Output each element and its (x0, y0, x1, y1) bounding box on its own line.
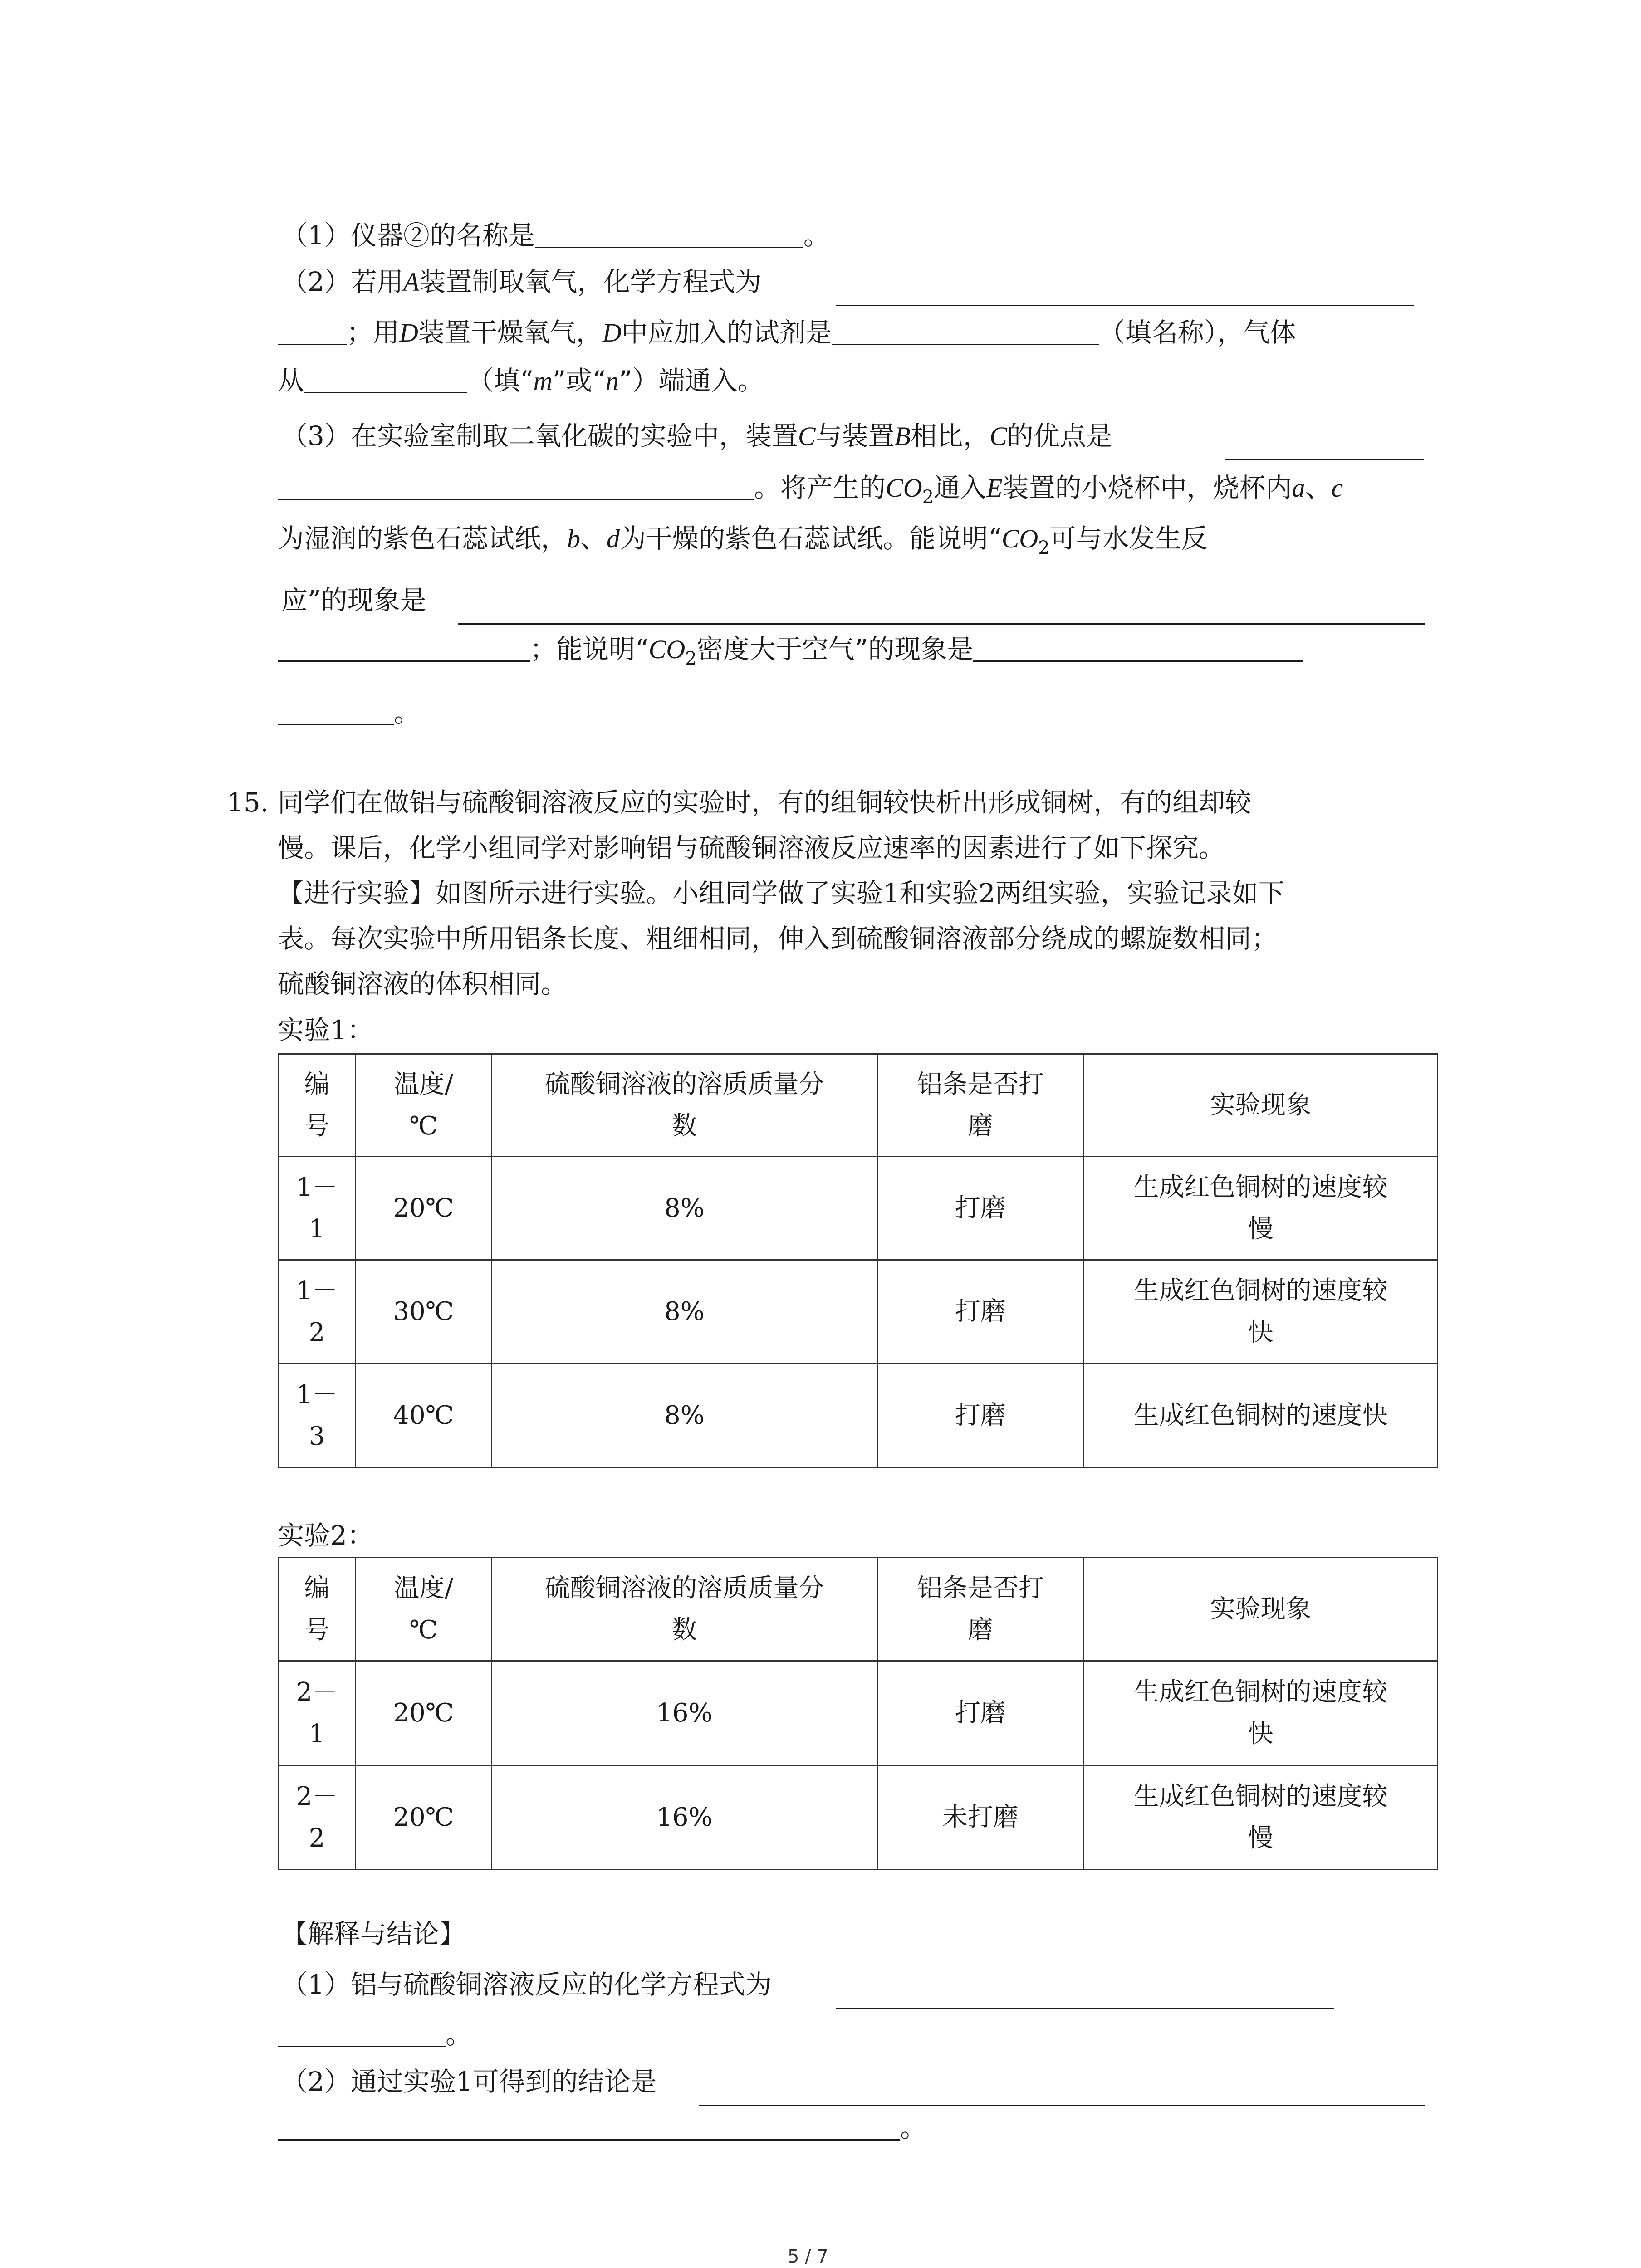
answer-blank[interactable] (278, 474, 754, 500)
table-row (279, 1260, 1438, 1364)
table-row (279, 1661, 1438, 1765)
table-row (279, 1765, 1438, 1870)
polish-cell: 打磨 (877, 1157, 1084, 1260)
q14-part3-line3: 为湿润的紫色石蕊试纸，b、d为干燥的紫色石蕊试纸。能说明“$CO_2$可与水发生反 (278, 523, 1208, 558)
q15-intro-line5: 硫酸铜溶液的体积相同。 (278, 968, 568, 999)
conclusion-part2-line: （2）通过实验1可得到的结论是 (281, 2066, 657, 2097)
answer-blank[interactable] (973, 635, 1303, 662)
header-cell: 编 号 (279, 1558, 356, 1661)
table-header-row (279, 1558, 1438, 1661)
id-cell: 1－ 3 (279, 1364, 356, 1468)
temp-cell: 20℃ (356, 1661, 492, 1765)
header-cell: 硫酸铜溶液的溶质质量分 数 (492, 1558, 877, 1661)
temp-cell: 30℃ (356, 1260, 492, 1364)
conclusion-part2-end: 。 (278, 2114, 926, 2141)
table-row (279, 1157, 1438, 1260)
conclusion-part1-line: （1）铝与硫酸铜溶液反应的化学方程式为 (281, 1969, 772, 2000)
answer-blank[interactable] (278, 699, 394, 725)
answer-blank[interactable] (278, 318, 347, 345)
q15-intro-line4: 表。每次实验中所用铝条长度、粗细相同，伸入到硫酸铜溶液部分绕成的螺旋数相同； (278, 923, 1278, 954)
header-cell: 编 号 (279, 1054, 356, 1157)
q14-part2-line2: ；用D装置干燥氧气，D中应加入的试剂是 （填名称），气体 (278, 318, 1296, 346)
id-cell: 1－ 2 (279, 1260, 356, 1364)
concentration-cell: 8% (492, 1364, 877, 1468)
experiment2-table (278, 1557, 1438, 1870)
header-cell: 实验现象 (1084, 1054, 1438, 1157)
answer-blank[interactable] (832, 318, 1099, 345)
answer-blank[interactable] (278, 2114, 900, 2141)
polish-cell: 打磨 (877, 1364, 1084, 1468)
q15-intro-line2: 慢。课后，化学小组同学对影响铝与硫酸铜溶液反应速率的因素进行了如下探究。 (278, 832, 1225, 863)
answer-blank[interactable] (699, 2079, 1425, 2106)
answer-blank[interactable] (458, 598, 1425, 625)
concentration-cell: 16% (492, 1765, 877, 1870)
answer-blank[interactable] (278, 2020, 446, 2047)
page-number: 5 / 7 (788, 2246, 828, 2267)
observation-cell: 生成红色铜树的速度较 慢 (1084, 1157, 1438, 1260)
concentration-cell: 16% (492, 1661, 877, 1765)
experiment1-table (278, 1053, 1438, 1468)
q14-part2-line1: （2）若用A装置制取氧气，化学方程式为 (281, 266, 762, 297)
header-cell: 铝条是否打 磨 (877, 1558, 1084, 1661)
answer-blank[interactable] (535, 221, 803, 248)
temp-cell: 40℃ (356, 1364, 492, 1468)
header-cell: 温度/ ℃ (356, 1054, 492, 1157)
polish-cell: 打磨 (877, 1260, 1084, 1364)
header-cell: 硫酸铜溶液的溶质质量分 数 (492, 1054, 877, 1157)
header-cell: 温度/ ℃ (356, 1558, 492, 1661)
q14-part3-line1: （3）在实验室制取二氧化碳的实验中，装置C与装置B相比，C的优点是 (281, 420, 1112, 451)
observation-cell: 生成红色铜树的速度较 慢 (1084, 1765, 1438, 1870)
temp-cell: 20℃ (356, 1765, 492, 1870)
answer-blank[interactable] (836, 1982, 1334, 2009)
q14-part3-line4: 应”的现象是 (281, 585, 426, 616)
answer-blank[interactable] (836, 279, 1414, 306)
header-cell: 铝条是否打 磨 (877, 1054, 1084, 1157)
observation-cell: 生成红色铜树的速度较 快 (1084, 1260, 1438, 1364)
q14-part1-line: （1）仪器②的名称是 。 (281, 220, 830, 251)
experiment1-label: 实验1： (278, 1015, 373, 1046)
polish-cell: 未打磨 (877, 1765, 1084, 1870)
id-cell: 2－ 2 (279, 1765, 356, 1870)
table-header-row (279, 1054, 1438, 1157)
q14-part2-line3: 从 （填“m”或“n”）端通入。 (278, 365, 764, 396)
experiment2-label: 实验2： (278, 1520, 373, 1551)
q15-intro-line1: 同学们在做铝与硫酸铜溶液反应的实验时，有的组铜较快析出形成铜树，有的组却较 (278, 787, 1252, 818)
answer-blank[interactable] (1225, 434, 1424, 460)
polish-cell: 打磨 (877, 1661, 1084, 1765)
id-cell: 1－ 1 (279, 1157, 356, 1260)
temp-cell: 20℃ (356, 1157, 492, 1260)
observation-cell: 生成红色铜树的速度较 快 (1084, 1661, 1438, 1765)
conclusion-part1-end: 。 (278, 2020, 472, 2048)
concentration-cell: 8% (492, 1157, 877, 1260)
id-cell: 2－ 1 (279, 1661, 356, 1765)
table-row (279, 1364, 1438, 1468)
question-number: 15. (227, 787, 269, 818)
q14-part3-line5: ；能说明“$CO_2$密度大于空气”的现象是 (278, 635, 1303, 668)
q14-part3-line6: 。 (278, 699, 420, 726)
concentration-cell: 8% (492, 1260, 877, 1364)
q15-intro-line3: 【进行实验】如图所示进行实验。小组同学做了实验1和实验2两组实验，实验记录如下 (278, 878, 1285, 909)
answer-blank[interactable] (304, 367, 467, 393)
conclusion-heading: 【解释与结论】 (281, 1918, 466, 1949)
header-cell: 实验现象 (1084, 1558, 1438, 1661)
answer-blank[interactable] (278, 635, 530, 662)
q14-part3-line2: 。将产生的$CO_2$通入E装置的小烧杯中，烧杯内a、c (278, 474, 1343, 506)
observation-cell: 生成红色铜树的速度快 (1084, 1364, 1438, 1468)
